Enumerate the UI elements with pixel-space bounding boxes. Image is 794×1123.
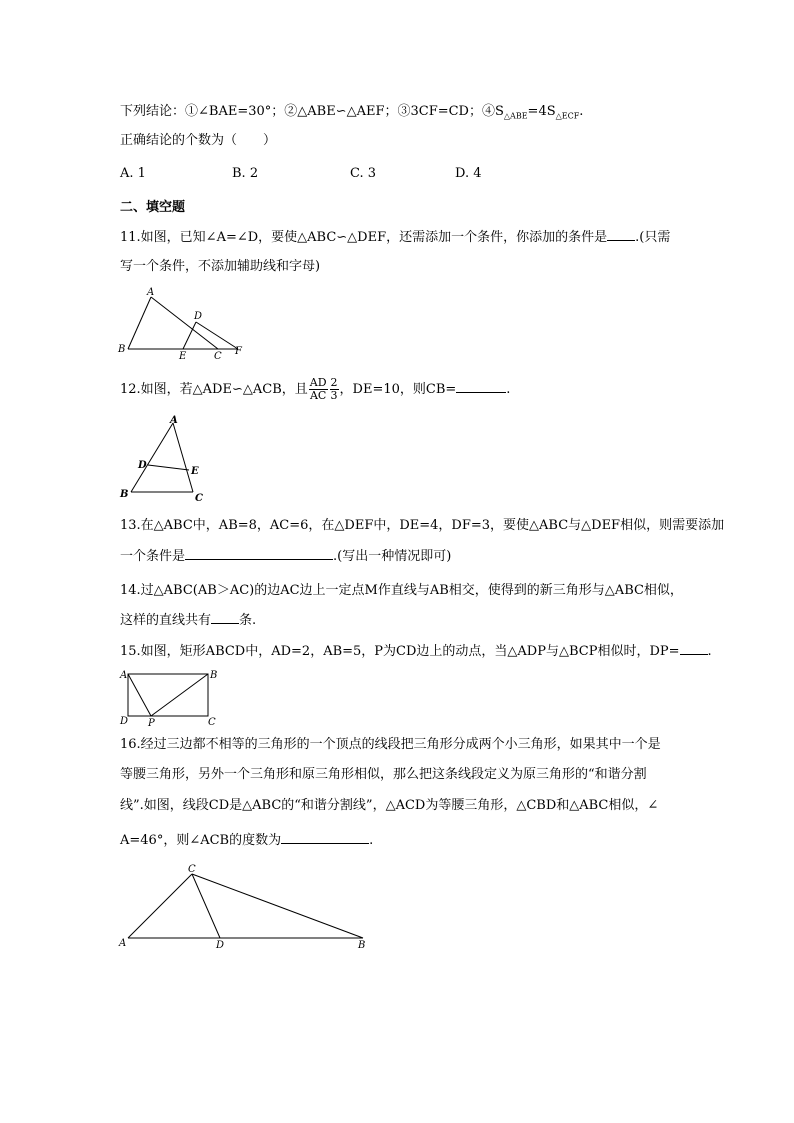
q12-label-c: C: [195, 493, 203, 504]
q10-option-d: D. 4: [455, 166, 482, 181]
q16-answer-blank[interactable]: [281, 831, 369, 844]
q16-line4: A=46°，则∠ACB的度数为 .: [120, 833, 374, 848]
q12-answer-blank[interactable]: [456, 380, 506, 393]
q15-label-d: D: [120, 716, 129, 727]
q12-label-d: D: [138, 460, 147, 471]
q11-label-f: F: [235, 346, 242, 357]
q14-line2: 这样的直线共有 条.: [120, 613, 257, 628]
q13-line2: 一个条件是 .(写出一种情况即可): [120, 549, 452, 564]
q13-answer-blank[interactable]: [185, 547, 333, 560]
q15-figure: [118, 666, 218, 728]
q12-label-e: E: [191, 466, 199, 477]
q10-option-c: C. 3: [350, 166, 377, 181]
q12-label-b: B: [120, 489, 129, 500]
q14-line1: 14.过△ABC(AB＞AC)的边AC边上一定点M作直线与AB相交，使得到的新三角形与△ABC相似，: [120, 583, 683, 598]
q15-answer-blank[interactable]: [680, 642, 708, 655]
q15-label-a: A: [120, 670, 128, 681]
q11-answer-blank[interactable]: [607, 228, 635, 241]
q10-conclusions: 下列结论：①∠BAE=30°；②△ABE∽△AEF；③3CF=CD；$④S_{\triangle ABE}=4S_{\triangle ECF}$.: [120, 104, 584, 121]
q12-fraction-2-3: $\frac{2}{3}$: [330, 376, 338, 402]
q11-line1: 11.如图，已知∠A=∠D，要使△ABC∽△DEF，还需添加一个条件，你添加的条件是 .(只需: [120, 230, 671, 245]
section-title: 二、填空题: [120, 200, 186, 215]
q16-line3: 线”.如图，线段CD是△ABC的“和谐分割线”，△ACD为等腰三角形，△CBD和△ABC相似，∠: [120, 798, 659, 813]
q12-line: 12.如图，若△ADE∽△ACB，且 $\frac{AD}{AC}$ $\frac{2}{3}$ ，DE=10，则CB= .: [120, 376, 511, 402]
q11-label-d: D: [194, 311, 203, 322]
q10-option-b: B. 2: [232, 166, 259, 181]
q10-prompt: 正确结论的个数为（ ）: [120, 133, 277, 148]
q11-label-e: E: [179, 351, 187, 362]
q11-label-a: A: [147, 287, 155, 298]
q11-figure: [118, 285, 248, 360]
q12-label-a: A: [170, 415, 178, 426]
q16-label-a: A: [119, 938, 127, 949]
q15-label-b: B: [210, 670, 218, 681]
q14-answer-blank[interactable]: [211, 611, 239, 624]
q16-label-c: C: [188, 864, 196, 875]
q10-option-a: A. 1: [120, 166, 146, 181]
q16-figure: [118, 860, 378, 952]
q11-label-b: B: [118, 344, 126, 355]
q16-line2: 等腰三角形，另外一个三角形和原三角形相似，那么把这条线段定义为原三角形的“和谐分割: [120, 767, 647, 782]
q16-label-b: B: [358, 940, 366, 951]
q16-label-d: D: [216, 940, 225, 951]
q16-line1: 16.经过三边都不相等的三角形的一个顶点的线段把三角形分成两个小三角形，如果其中一个是: [120, 737, 661, 752]
q12-fraction-ad-ac: $\frac{AD}{AC}$: [309, 376, 327, 402]
q13-line1: 13.在△ABC中，AB=8，AC=6，在△DEF中，DE=4，DF=3，要使△ABC与△DEF相似，则需要添加: [120, 518, 725, 533]
q15-line1: 15.如图，矩形ABCD中，AD=2，AB=5，P为CD边上的动点，当△ADP与△BCP相似时，DP= .: [120, 644, 712, 659]
q12-figure: [118, 413, 213, 505]
q11-label-c: C: [214, 351, 222, 362]
q15-label-p: P: [148, 718, 155, 729]
q11-line2: 写一个条件，不添加辅助线和字母): [120, 259, 321, 274]
q15-label-c: C: [208, 717, 216, 728]
